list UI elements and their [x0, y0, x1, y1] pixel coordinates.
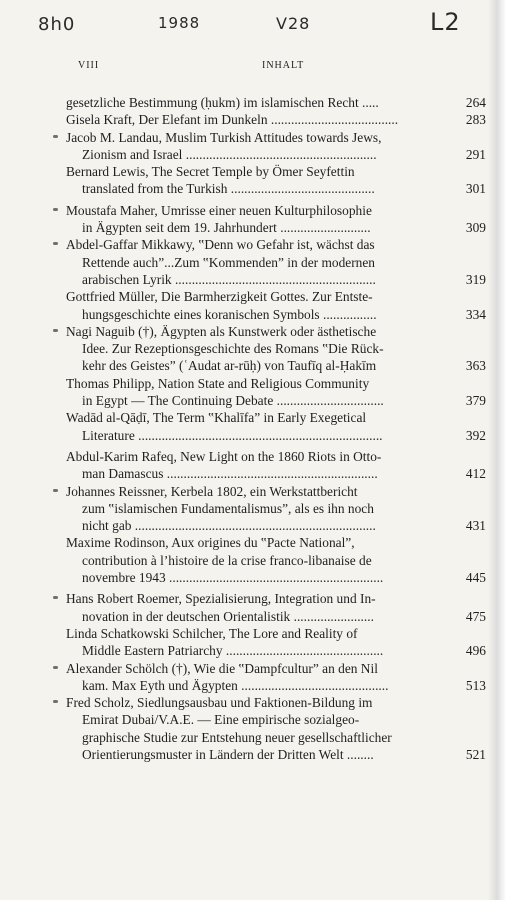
- toc-entry: [66, 236, 486, 288]
- toc-entry-text: Zionism and Israel .........................................................: [82, 146, 377, 162]
- toc-entry-text: Moustafa Maher, Umrisse einer neuen Kulturphilosophie: [66, 202, 372, 218]
- toc-page-number: 309: [465, 220, 486, 236]
- toc-entry-text: novembre 1943 ................................................................: [82, 570, 384, 586]
- toc-entry-text: Gottfried Müller, Die Barmherzigkeit Gottes. Zur Entste-: [66, 289, 373, 305]
- page-edge: [488, 0, 506, 900]
- toc-entry-text: Emirat Dubai/V.A.E. — Eine empirische sozialgeo-: [82, 712, 360, 728]
- toc-entry: [66, 202, 486, 237]
- toc-entry-text: translated from the Turkish ...........................................: [82, 181, 375, 197]
- pen-mark: [53, 242, 58, 245]
- toc-entry-text: Bernard Lewis, The Secret Temple by Ömer Seyfettin: [66, 164, 355, 180]
- toc-page-number: 319: [465, 271, 486, 287]
- toc-entry-text: zum ‟islamischen Fundamentalismus”, als es ihn noch: [82, 500, 374, 516]
- toc-entry-text: Literature .........................................................................: [82, 427, 383, 443]
- toc-entry-text: Linda Schatkowski Schilcher, The Lore and Reality of: [66, 625, 358, 641]
- toc-entry: [66, 590, 486, 625]
- toc-entry-text: in Egypt — The Continuing Debate ................................: [82, 393, 384, 409]
- toc-entry-text: Abdel-Gaffar Mikkawy, ‟Denn wo Gefahr ist, wächst das: [66, 237, 375, 253]
- toc-entry-text: hungsgeschichte eines koranischen Symbols ................: [82, 306, 377, 322]
- toc-entry: [66, 625, 486, 660]
- toc-entry-text: Wadād al-Qāḍī, The Term ‟Khalīfa” in Early Exegetical: [66, 410, 367, 426]
- toc-entry: [66, 660, 486, 695]
- toc-entry-text: Rettende auch”...Zum ‟Kommenden” in der modernen: [82, 254, 375, 270]
- toc-entry-text: Gisela Kraft, Der Elefant im Dunkeln ......................................: [66, 112, 399, 128]
- toc-page-number: 475: [465, 608, 486, 624]
- toc-entry: [66, 375, 486, 410]
- pen-mark: [53, 135, 58, 138]
- toc-page-number: 521: [465, 746, 486, 762]
- toc-entry-text: Nagi Naguib (†), Ägypten als Kunstwerk oder ästhetische: [66, 323, 377, 339]
- toc-entry-text: novation in der deutschen Orientalistik ........................: [82, 608, 374, 624]
- toc-page-number: 291: [465, 146, 486, 162]
- running-head-title: INHALT: [262, 60, 305, 71]
- toc-entry: [66, 323, 486, 375]
- toc-entry-text: Fred Scholz, Siedlungsausbau und Faktionen-Bildung im: [66, 695, 373, 711]
- toc-entry-text: arabischen Lyrik ............................................................: [82, 271, 376, 287]
- toc-entry-text: Thomas Philipp, Nation State and Religious Community: [66, 375, 370, 391]
- handwritten-note: 1988: [158, 14, 201, 32]
- toc-page-number: 301: [465, 181, 486, 197]
- toc-entry-text: man Damascus ...............................................................: [82, 466, 378, 482]
- toc-entry: [66, 129, 486, 164]
- toc-page-number: 363: [465, 358, 486, 374]
- toc-entry-text: graphische Studie zur Entstehung neuer gesellschaftlicher: [82, 729, 392, 745]
- toc-entry: [66, 409, 486, 444]
- toc-page-number: 412: [465, 466, 486, 482]
- toc-entry-text: Idee. Zur Rezeptionsgeschichte des Romans ‟Die Rück-: [82, 341, 384, 357]
- toc-entry-text: nicht gab ........................................................................: [82, 518, 376, 534]
- toc-page-number: 283: [465, 112, 486, 128]
- toc-entry-text: kam. Max Eyth und Ägypten ............................................: [82, 677, 389, 693]
- toc-entry-text: contribution à l’histoire de la crise franco-libanaise de: [82, 552, 372, 568]
- toc-entry-text: gesetzliche Bestimmung (ḥukm) im islamischen Recht .....: [66, 95, 379, 110]
- pen-mark: [53, 329, 58, 332]
- toc-page-number: 264: [465, 95, 486, 110]
- running-head: [0, 60, 488, 76]
- pen-mark: [53, 700, 58, 703]
- toc-page-number: 334: [465, 306, 486, 322]
- toc-entry-text: Hans Robert Roemer, Spezialisierung, Integration und In-: [66, 591, 376, 607]
- pen-mark: [53, 208, 58, 211]
- toc-entry: [66, 111, 486, 128]
- toc-page-number: 445: [465, 570, 486, 586]
- toc-entry-text: Jacob M. Landau, Muslim Turkish Attitudes towards Jews,: [66, 129, 382, 145]
- toc-entry-text: kehr des Geistes” (ʿAudat ar-rūḥ) von Taufīq al-Ḥakīm: [82, 358, 377, 374]
- toc-entry: [66, 288, 486, 323]
- toc-entry-text: Abdul-Karim Rafeq, New Light on the 1860 Riots in Otto-: [66, 448, 382, 464]
- toc-entry: [66, 94, 486, 111]
- toc-page-number: 431: [465, 518, 486, 534]
- toc-entry: [66, 163, 486, 198]
- handwritten-note: L2: [430, 8, 461, 36]
- pen-mark: [53, 666, 58, 669]
- toc-page-number: 379: [465, 393, 486, 409]
- toc-entry-text: Middle Eastern Patriarchy ...............................................: [82, 643, 384, 659]
- toc-entry-text: Orientierungsmuster in Ländern der Dritten Welt ........: [82, 746, 374, 762]
- page-folio: VIII: [78, 60, 100, 71]
- pen-mark: [53, 596, 58, 599]
- handwritten-note: V28: [276, 14, 311, 33]
- toc-page-number: 392: [465, 427, 486, 443]
- toc-entry-text: Alexander Schölch (†), Wie die ‟Dampfcultur” an den Nil: [66, 660, 378, 676]
- toc-entry: [66, 483, 486, 535]
- toc-entry-text: Maxime Rodinson, Aux origines du ‟Pacte National”,: [66, 535, 355, 551]
- toc-entry: [66, 448, 486, 483]
- toc-entry: [66, 534, 486, 586]
- table-of-contents: [66, 94, 486, 763]
- toc-page-number: 496: [465, 643, 486, 659]
- pen-mark: [53, 489, 58, 492]
- handwritten-note: 8h0: [38, 14, 76, 35]
- toc-page-number: 513: [465, 677, 486, 693]
- toc-entry: [66, 694, 486, 763]
- toc-entry-text: in Ägypten seit dem 19. Jahrhundert ...........................: [82, 220, 371, 236]
- toc-entry-text: Johannes Reissner, Kerbela 1802, ein Werkstattbericht: [66, 483, 358, 499]
